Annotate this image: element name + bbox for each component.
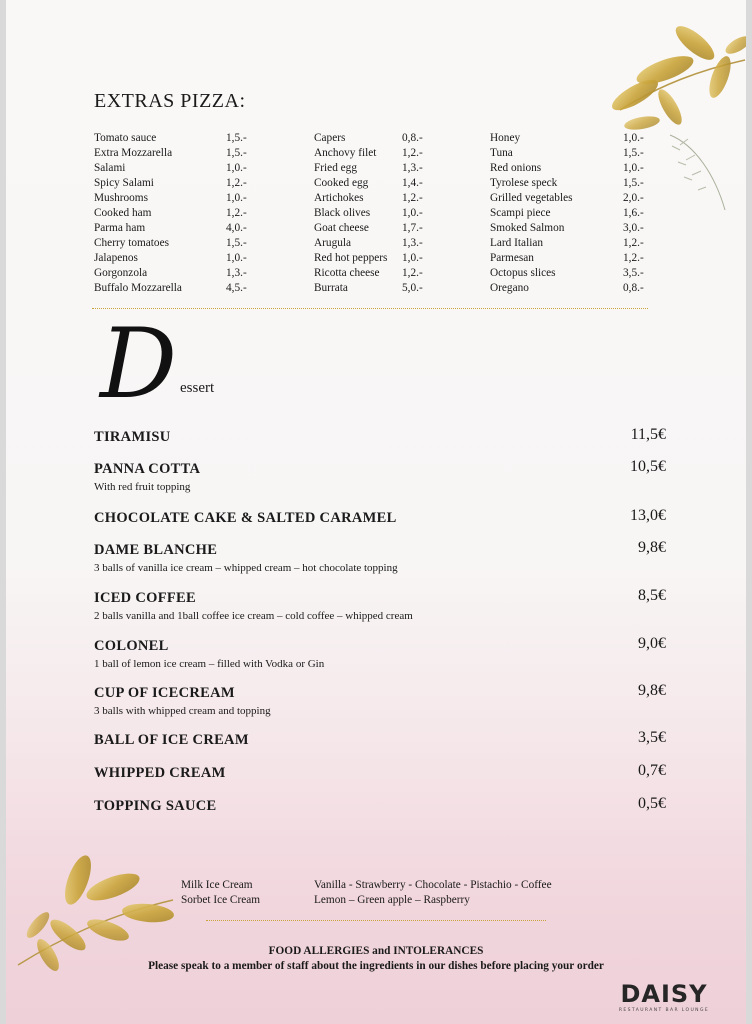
extras-item-price: 1,0.- — [623, 132, 644, 144]
extras-item-price: 1,2.- — [226, 207, 247, 219]
dessert-item-ball-of-ice-cream — [94, 729, 666, 749]
dessert-item-name: BALL OF ICE CREAM — [94, 732, 249, 748]
extras-item-name: Salami — [94, 162, 126, 174]
sorbet-ice-cream-label: Sorbet Ice Cream — [181, 894, 261, 906]
extras-item-name: Red onions — [490, 162, 542, 174]
extras-item-price: 1,0.- — [623, 162, 644, 174]
extras-item-name: Smoked Salmon — [490, 222, 565, 234]
extras-item-name: Tuna — [490, 147, 513, 159]
extras-item-price: 1,2.- — [402, 267, 423, 279]
dessert-heading-initial: D — [100, 308, 177, 420]
extras-item-price: 1,3.- — [402, 162, 423, 174]
extras-item-name: Honey — [490, 132, 521, 144]
dessert-item-price: 3,5€ — [638, 729, 666, 746]
extras-pizza-title: EXTRAS PIZZA: — [94, 90, 246, 112]
extras-item-price: 1,2.- — [623, 237, 644, 249]
extras-item-price: 1,5.- — [226, 132, 247, 144]
extras-item-name: Oregano — [490, 282, 529, 294]
extras-item-name: Cooked egg — [314, 177, 369, 189]
page-edge-right — [746, 0, 752, 1024]
extras-item-price: 4,5.- — [226, 282, 247, 294]
dessert-item-name: PANNA COTTA — [94, 461, 201, 477]
extras-item-name: Grilled vegetables — [490, 192, 573, 204]
extras-item-name: Jalapenos — [94, 252, 138, 264]
dessert-item-tiramisu — [94, 426, 666, 446]
dessert-item-name: DAME BLANCHE — [94, 542, 218, 558]
daisy-logo — [608, 980, 720, 1014]
dessert-item-chocolate-cake — [94, 507, 666, 527]
allergies-title: FOOD ALLERGIES and INTOLERANCES — [268, 945, 484, 957]
dessert-item-description: With red fruit topping — [94, 481, 191, 493]
dessert-item-name: ICED COFFEE — [94, 590, 196, 606]
extras-item-price: 1,0.- — [402, 252, 423, 264]
extras-item-name: Burrata — [314, 282, 348, 294]
dessert-item-price: 9,8€ — [638, 682, 666, 699]
extras-item-price: 3,5.- — [623, 267, 644, 279]
dessert-item-description: 1 ball of lemon ice cream – filled with Vodka or Gin — [94, 658, 325, 670]
milk-ice-cream-flavors: Vanilla - Strawberry - Chocolate - Pistachio - Coffee — [314, 879, 552, 891]
extras-item-price: 1,7.- — [402, 222, 423, 234]
brand-name: DAISY — [620, 980, 708, 1008]
extras-item-price: 1,6.- — [623, 207, 644, 219]
extras-item-name: Extra Mozzarella — [94, 147, 173, 159]
extras-item-name: Capers — [314, 132, 346, 144]
extras-item-name: Tyrolese speck — [490, 177, 558, 189]
dessert-item-cup-of-icecream — [94, 682, 666, 717]
dessert-item-whipped-cream — [94, 762, 666, 782]
extras-item-price: 1,5.- — [623, 147, 644, 159]
dessert-item-panna-cotta — [94, 458, 666, 493]
dessert-item-description: 3 balls with whipped cream and topping — [94, 705, 271, 717]
extras-item-price: 1,0.- — [226, 252, 247, 264]
dessert-item-description: 3 balls of vanilla ice cream – whipped cream – hot chocolate topping — [94, 562, 398, 574]
dessert-item-name: CUP OF ICECREAM — [94, 685, 235, 701]
dessert-item-name: TOPPING SAUCE — [94, 798, 217, 814]
gold-leaves-top-right-icon — [600, 15, 746, 215]
dessert-item-colonel — [94, 635, 666, 670]
extras-item-price: 5,0.- — [402, 282, 423, 294]
dessert-item-price: 13,0€ — [630, 507, 666, 524]
dotted-divider-bottom — [206, 920, 546, 921]
extras-item-name: Fried egg — [314, 162, 357, 174]
extras-item-price: 0,8.- — [623, 282, 644, 294]
extras-item-name: Goat cheese — [314, 222, 369, 234]
dessert-heading-rest: essert — [180, 380, 215, 396]
dessert-item-topping-sauce — [94, 795, 666, 815]
extras-item-name: Spicy Salami — [94, 177, 154, 189]
brand-tagline: RESTAURANT BAR LOUNGE — [618, 1008, 710, 1013]
dessert-item-price: 8,5€ — [638, 587, 666, 604]
extras-item-name: Tomato sauce — [94, 132, 157, 144]
dessert-item-name: WHIPPED CREAM — [94, 765, 226, 781]
extras-item-price: 1,3.- — [402, 237, 423, 249]
sorbet-ice-cream-flavors: Lemon – Green apple – Raspberry — [314, 894, 470, 906]
extras-item-name: Scampi piece — [490, 207, 551, 219]
extras-item-name: Arugula — [314, 237, 352, 249]
extras-item-price: 3,0.- — [623, 222, 644, 234]
extras-item-name: Parma ham — [94, 222, 146, 234]
dessert-item-price: 11,5€ — [630, 426, 666, 443]
dessert-item-name: TIRAMISU — [94, 429, 171, 445]
extras-item-price: 1,4.- — [402, 177, 423, 189]
dessert-item-price: 0,7€ — [638, 762, 666, 779]
extras-item-name: Anchovy filet — [314, 147, 377, 159]
dessert-item-price: 9,8€ — [638, 539, 666, 556]
extras-item-price: 1,2.- — [402, 192, 423, 204]
dessert-item-description: 2 balls vanilla and 1ball coffee ice cream – cold coffee – whipped cream — [94, 610, 413, 622]
dessert-item-price: 10,5€ — [630, 458, 666, 475]
extras-item-name: Gorgonzola — [94, 267, 148, 279]
extras-item-price: 1,0.- — [226, 162, 247, 174]
extras-item-name: Cherry tomatoes — [94, 237, 169, 249]
allergies-text: Please speak to a member of staff about the ingredients in our dishes before placing your order — [148, 960, 604, 972]
extras-item-name: Ricotta cheese — [314, 267, 380, 279]
extras-item-price: 1,5.- — [623, 177, 644, 189]
dessert-item-dame-blanche — [94, 539, 666, 574]
extras-item-name: Parmesan — [490, 252, 534, 264]
extras-item-price: 1,5.- — [226, 237, 247, 249]
dessert-item-iced-coffee — [94, 587, 666, 622]
extras-item-price: 2,0.- — [623, 192, 644, 204]
extras-item-price: 4,0.- — [226, 222, 247, 234]
extras-item-price: 1,2.- — [623, 252, 644, 264]
extras-item-name: Red hot peppers — [314, 252, 388, 264]
extras-item-price: 1,0.- — [402, 207, 423, 219]
extras-item-price: 1,2.- — [402, 147, 423, 159]
extras-item-name: Artichokes — [314, 192, 364, 204]
dessert-item-name: CHOCOLATE CAKE & SALTED CARAMEL — [94, 510, 397, 526]
dessert-item-price: 9,0€ — [638, 635, 666, 652]
extras-item-price: 0,8.- — [402, 132, 423, 144]
milk-ice-cream-label: Milk Ice Cream — [181, 879, 253, 891]
extras-item-name: Mushrooms — [94, 192, 148, 204]
extras-item-price: 1,0.- — [226, 192, 247, 204]
dessert-item-name: COLONEL — [94, 638, 169, 654]
extras-item-name: Lard Italian — [490, 237, 544, 249]
extras-item-name: Black olives — [314, 207, 371, 219]
extras-item-name: Cooked ham — [94, 207, 152, 219]
extras-item-price: 1,3.- — [226, 267, 247, 279]
extras-item-price: 1,5.- — [226, 147, 247, 159]
page-edge-left — [0, 0, 6, 1024]
extras-item-price: 1,2.- — [226, 177, 247, 189]
extras-item-name: Octopus slices — [490, 267, 556, 279]
extras-item-name: Buffalo Mozzarella — [94, 282, 182, 294]
dessert-item-price: 0,5€ — [638, 795, 666, 812]
